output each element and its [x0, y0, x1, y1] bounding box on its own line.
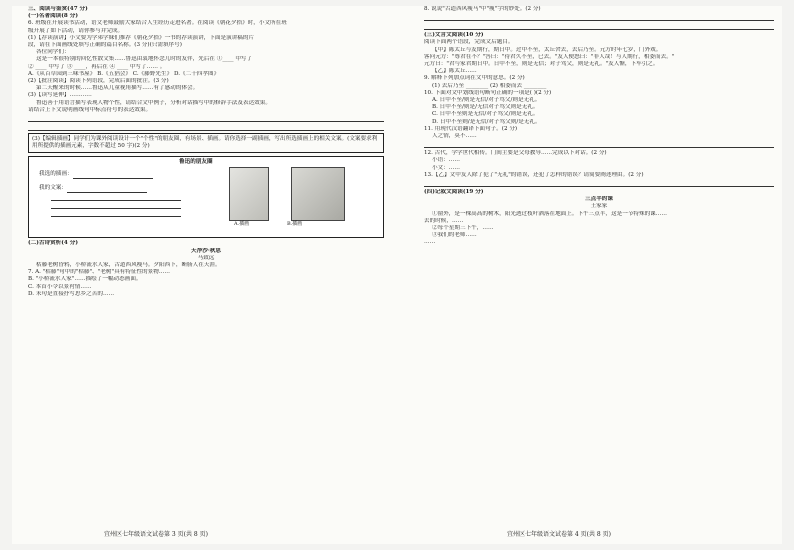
illustration-b-caption: B.插画 — [287, 221, 303, 228]
subsection-heading: (三)文言文阅读(10 分) — [424, 32, 484, 39]
answer-line[interactable] — [28, 115, 384, 122]
essay-text: ①窗外，是一棵高高的树木，阳光透过枝叶洒落在地面上。下午三点半，这是一节特殊的课…… — [432, 210, 667, 217]
answer-line[interactable] — [424, 14, 774, 21]
passage-text: 【乙】陈太丘…… — [432, 68, 477, 75]
question-text: 13.【乙】文中友人除了犯了"无礼"的错误，还犯了怎样的错误？请简要阐述理由。(2 分) — [424, 171, 644, 178]
answer-line[interactable] — [28, 124, 384, 131]
question-text: 阅读下面两个语段，完成文后题目。 — [424, 39, 514, 46]
speech-text: ② ____ 中写了 ③ ____，再后在 ④ ____ 中写了…… 。 — [28, 63, 166, 70]
essay-text: ③我们的老师…… — [432, 232, 477, 239]
question-text: (3)【读写延伸】………… — [28, 92, 92, 99]
poem-title: 天净沙·秋思 — [191, 247, 221, 254]
answer-line[interactable] — [51, 202, 181, 209]
question-text: (1)【荐读演讲】小文要为学弟学妹们推荐《朝花夕拾》一书的荐读演讲，下面是演讲稿的片 — [28, 34, 255, 41]
question-text: 级开展了如下活动，请你参与并完成。 — [28, 27, 124, 34]
answer-option: B. "小桥流水人家"……描绘了一幅动态画面。 — [28, 276, 142, 283]
question-text: 12. 古代，学学世代相传。门间主要是父母教导……完成以下对话。(2 分) — [424, 150, 607, 157]
right-page — [424, 6, 774, 247]
subsection-heading: (一)名著阅读(8 分) — [28, 13, 78, 20]
question-text: (1) 去后乃至 ________ (2) 相委而去 ________ — [432, 82, 547, 89]
answer-line[interactable] — [424, 141, 774, 148]
illustration-a-image — [229, 167, 269, 221]
answer-line[interactable] — [67, 187, 147, 193]
page-footer-left: 宜州区七年级语文试卷第 3 页(共 8 页) — [104, 531, 208, 538]
subsection-heading: (二)古诗赏析(4 分) — [28, 240, 78, 247]
answer-line[interactable] — [424, 23, 774, 30]
essay-text: …… — [424, 239, 436, 246]
passage-text: 人之情，莫不…… — [432, 133, 477, 140]
page-footer-right: 宜州区七年级语文试卷第 4 页(共 8 页) — [507, 531, 611, 538]
question-text: 8. 说说"古道西风瘦马"中"瘦"字的妙处。(2 分) — [424, 6, 541, 12]
answer-option: C. 本首小令以景衬情…… — [28, 283, 92, 290]
panel-title: 鲁迅的朋友圈 — [179, 159, 213, 166]
illustration-panel — [28, 156, 384, 238]
answer-options: A.《从百草园到三味书屋》 B.《五猖会》 C.《藤野先生》 D.《二十四孝图》 — [28, 70, 220, 77]
speech-greeting: 各位同学们： — [36, 49, 70, 56]
passage-text: 第二天醒来的时候……鲁迅从儿童视角描写……有了感动的体会。 — [36, 85, 199, 92]
exam-sheet — [12, 6, 782, 544]
answer-option: D. 日中不至则/是无信/对子骂父则/是无礼。 — [432, 118, 541, 125]
question-text: 请结合上下文说明画线句中标点符号的表达效果。 — [28, 106, 152, 113]
answer-option: B. 日中不至/则是/无信对子骂父则是无礼。 — [432, 104, 539, 111]
answer-option: 7. A. "枯藤"句中的"枯藤"、"老树"具有特征性的景物…… — [28, 269, 171, 276]
poem-author: 马致远 — [197, 254, 215, 261]
essay-text: ②每个星期三下午，…… — [432, 225, 494, 232]
illustration-b-image — [291, 167, 345, 221]
field-label: 我选的插画： — [39, 171, 73, 178]
question-text: 鲁迅善于用语言描写表现人物个性，请结合文中例子，分析对话描写中的修辞手法及表达效果。 — [36, 99, 271, 106]
speech-text: 这是一本很特别的回忆性散文集……鲁迅由衷地怀念儿时的友伴，先后在 ①____ 中写了 — [36, 56, 253, 63]
question-text: 11. 用现代汉语翻译下面句子。(2 分) — [424, 125, 518, 132]
question-text: 10. 下面对文中划线语句断句正确的一项是( )(2 分) — [424, 89, 552, 96]
passage-text: 元方曰："君与家君期日中。日中不至，则是无信；对子骂父，则是无礼。"友人惭，下车引之。 — [424, 61, 659, 68]
answer-line[interactable] — [424, 180, 774, 187]
question-text: 段，请在下面画线处填写正确的篇目名称。(3 分)(只需填序号) — [28, 42, 182, 49]
answer-option: D. 末句是直接抒写思乡之苦的…… — [28, 290, 115, 297]
question-text: (2)【批注阅读】阅读下列语段，完成后面的批注。(3 分) — [28, 78, 169, 85]
left-page — [28, 6, 384, 298]
answer-line[interactable] — [51, 210, 181, 217]
subsection-heading: (四)记叙文阅读(19 分) — [424, 189, 484, 196]
essay-text: 去的时候，…… — [424, 217, 464, 224]
essay-title: 三点半的课 — [585, 196, 613, 203]
chosen-illustration-field[interactable] — [39, 171, 153, 178]
passage-text: 【甲】陈太丘与友期行，期日中。过中不至，太丘舍去，去后乃至。元方时年七岁，门外戏。 — [432, 46, 662, 53]
caption-field[interactable] — [39, 185, 181, 216]
task-box: (3)【编辑插画】同学们为课外阅读设计一个"个性"的朋友圈，有场景、插画。请你选择一副插画，写出所选插画上的相关文案。(文案要求利用所提供的插画元素，字数不超过 50 字)(2 分) — [28, 133, 384, 153]
field-label: 我的文案： — [39, 185, 67, 192]
answer-line[interactable] — [51, 194, 181, 201]
poem-text: 枯藤老树昏鸦，小桥流水人家，古道西风瘦马。夕阳西下，断肠人在天涯。 — [36, 262, 221, 269]
passage-text: 客问元方："尊君在不？"答曰："待君久不至，已去。"友人便怒曰："非人哉！与人期行，相委而去。" — [424, 53, 675, 60]
answer-option: C. 日中不至则是无信/对子骂父/则是无礼。 — [432, 111, 539, 118]
dialogue-text: 小语：…… — [432, 157, 460, 164]
illustration-a-caption: A.插画 — [234, 221, 250, 228]
dialogue-text: 小文：…… — [432, 164, 460, 171]
section-heading: 三、阅读与鉴赏(47 分) — [28, 6, 88, 12]
essay-author: 王家家 — [590, 203, 608, 210]
question-text: 9. 解释下列加点词在文中的意思。(2 分) — [424, 75, 525, 82]
answer-line[interactable] — [73, 173, 153, 179]
question-text: 6. 班级在开展读书活动，语文老师鼓励大家结合人生经历走进名著。在阅读《朝花夕拾》时，小文所在班 — [28, 20, 287, 27]
answer-option: A. 日中不至/则是无信/对子骂父/则是无礼。 — [432, 97, 541, 104]
